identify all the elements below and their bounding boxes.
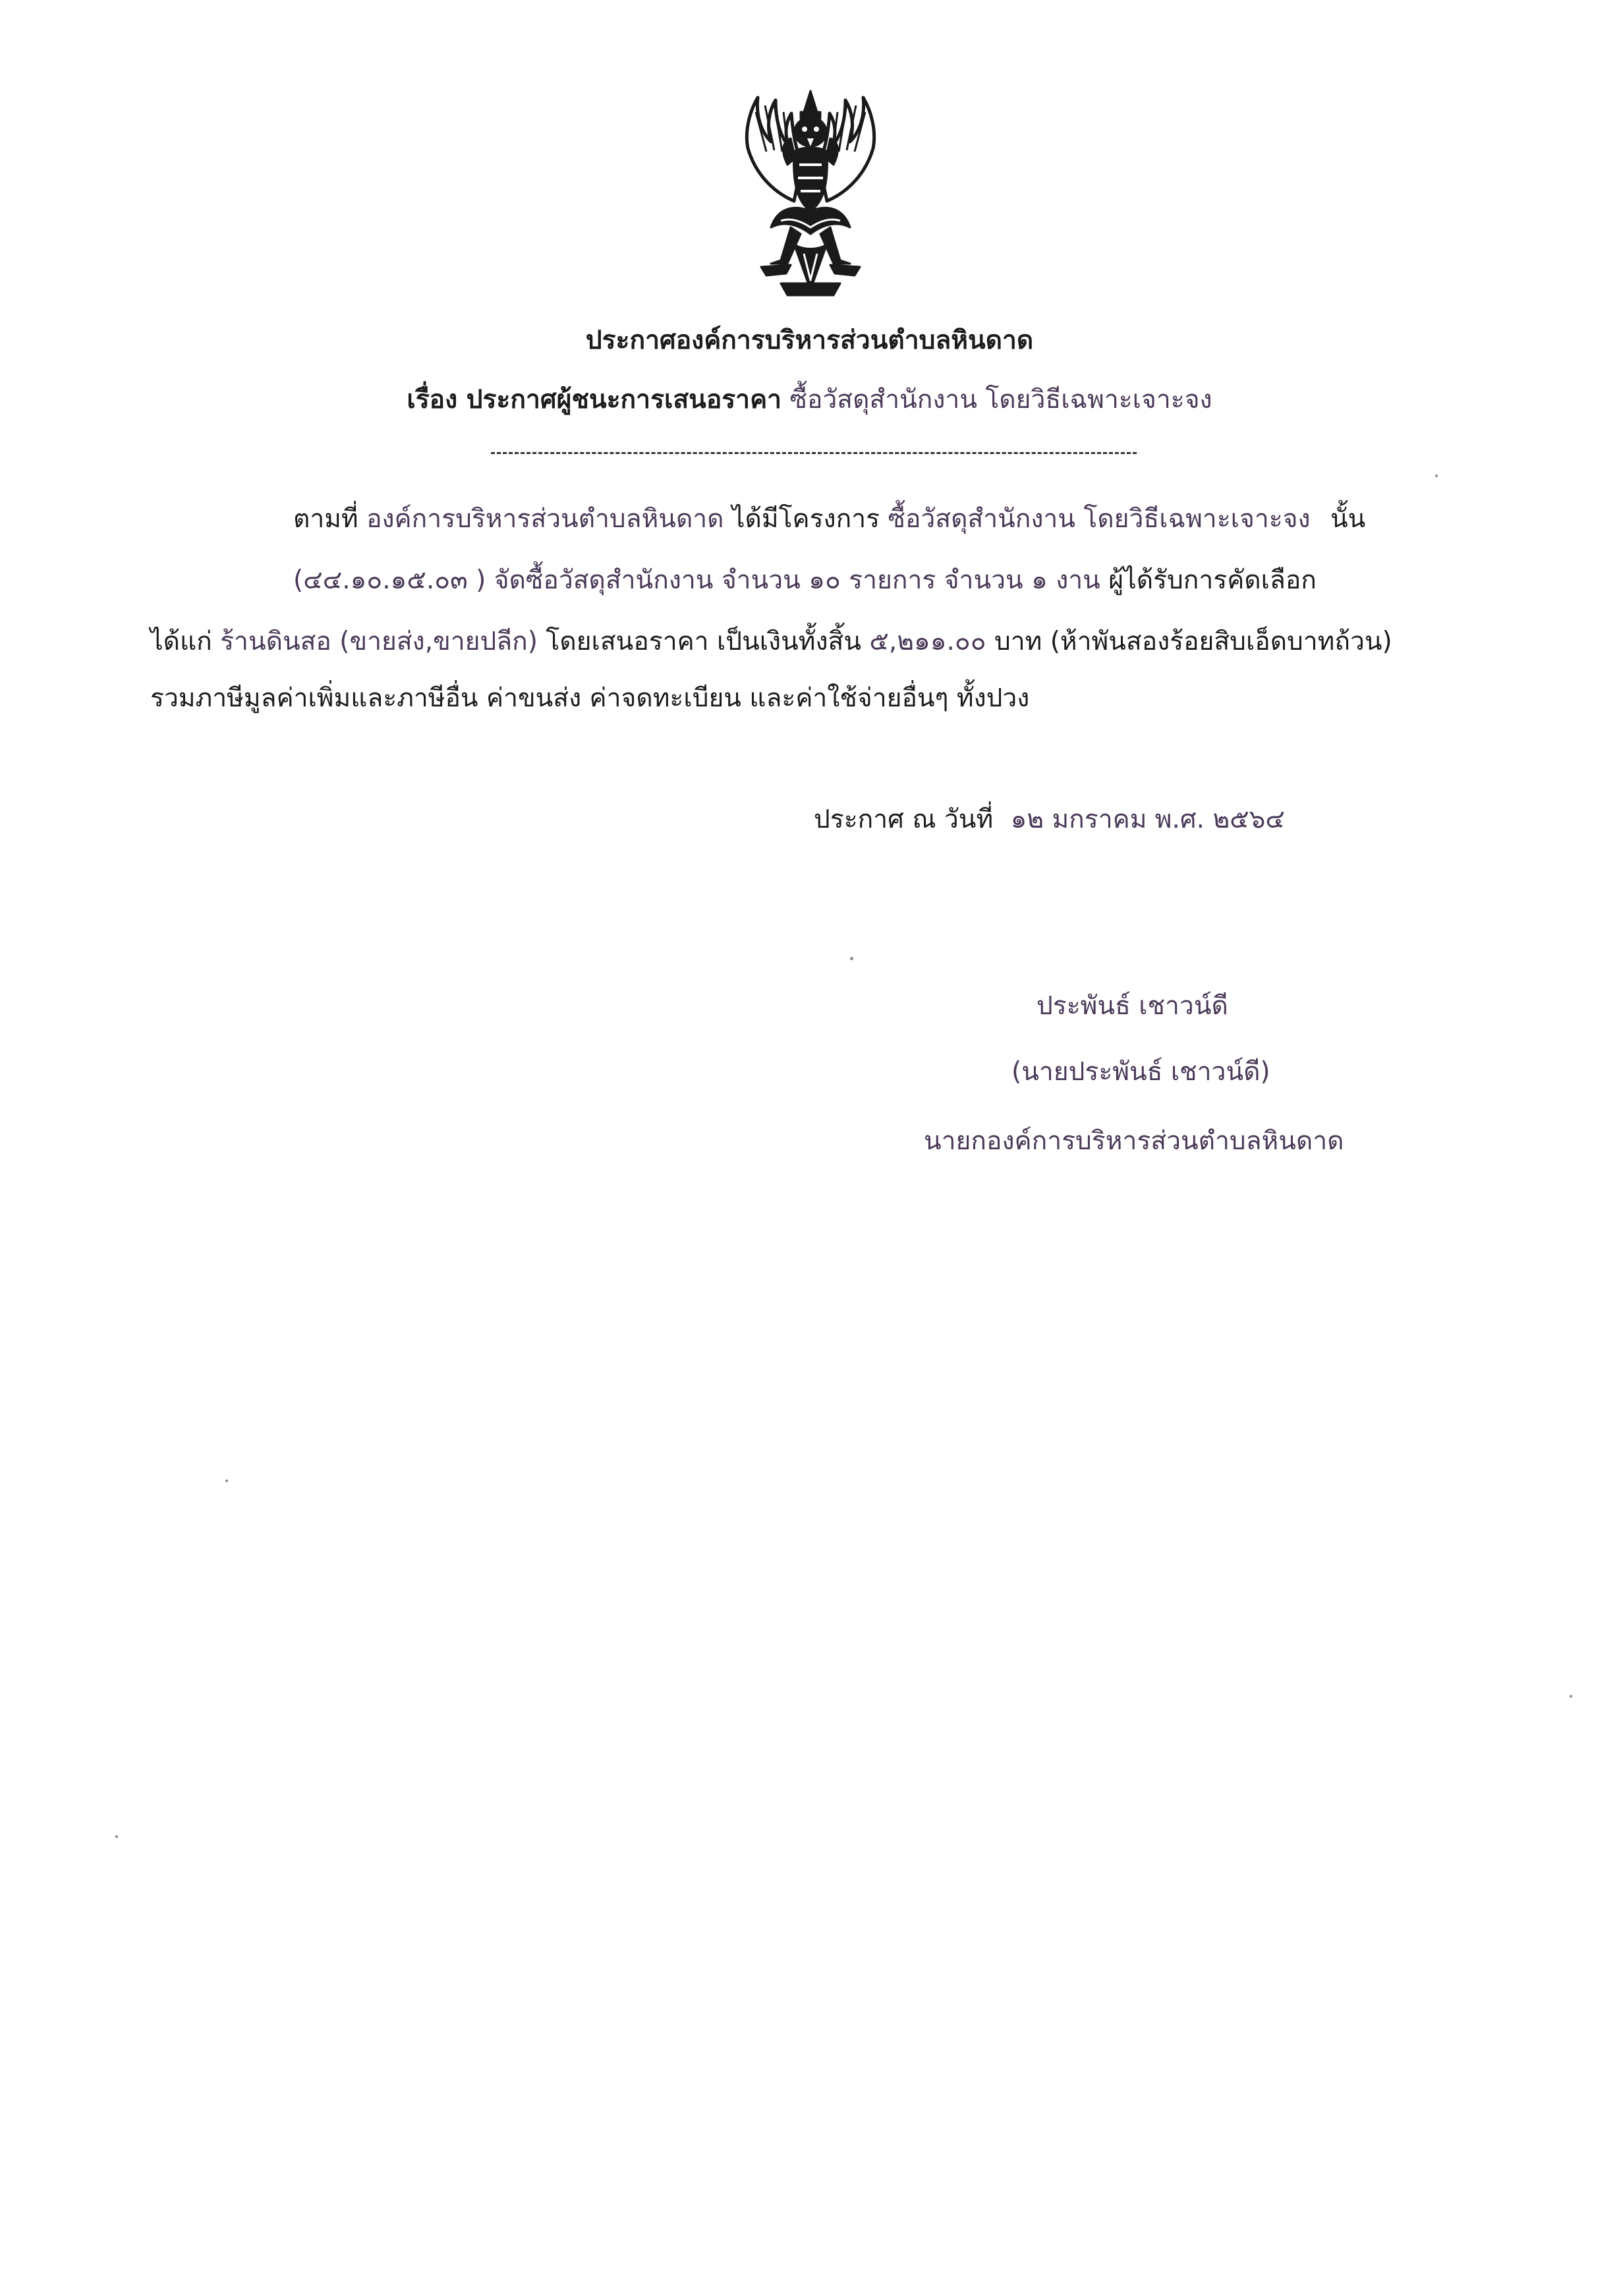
body-line-2 [293, 561, 1317, 600]
body-text: ได้มีโครงการ [731, 504, 880, 534]
announcement-subject [0, 380, 1619, 420]
subject-prefix: เรื่อง ประกาศผู้ชนะการเสนอราคา [407, 385, 782, 415]
signed-name-text: ประพันธ์ เชาวน์ดี [1037, 991, 1228, 1021]
title-text: ประกาศองค์การบริหารส่วนตำบลหินดาด [585, 326, 1034, 355]
garuda-emblem-icon [708, 86, 913, 303]
announcement-date [814, 800, 1285, 840]
body-text: รวมภาษีมูลค่าเพิ่มและภาษีอื่น ค่าขนส่ง ค่าจดทะเบียน และค่าใช้จ่ายอื่นๆ ทั้งปวง [150, 683, 1030, 713]
signature-printed-name [1011, 1052, 1270, 1092]
separator-line [491, 452, 1137, 454]
amount-in-words: บาท (ห้าพันสองร้อยสิบเอ็ดบาทถ้วน) [994, 627, 1392, 656]
body-text: ตามที่ [293, 504, 358, 534]
signature-position [924, 1122, 1344, 1161]
body-line-1 [293, 500, 1365, 539]
scan-speck [850, 957, 853, 960]
body-line-4 [150, 679, 1029, 718]
body-text: ได้แก่ [150, 627, 212, 656]
bid-amount: ๕,๒๑๑.๐๐ [869, 627, 986, 656]
organization-name: องค์การบริหารส่วนตำบลหินดาด [366, 504, 724, 534]
date-value: ๑๒ มกราคม พ.ศ. ๒๕๖๔ [1010, 805, 1285, 834]
scan-speck [1435, 474, 1438, 477]
printed-name-text: (นายประพันธ์ เชาวน์ดี) [1011, 1057, 1270, 1087]
scan-speck [115, 1835, 118, 1838]
position-text: นายกองค์การบริหารส่วนตำบลหินดาด [924, 1126, 1344, 1156]
winner-name: ร้านดินสอ (ขายส่ง,ขายปลีก) [220, 627, 538, 656]
subject-item: ซื้อวัสดุสำนักงาน โดยวิธีเฉพาะเจาะจง [789, 385, 1212, 415]
body-line-3 [150, 622, 1392, 662]
scan-speck [225, 1479, 228, 1482]
scan-speck [1570, 1695, 1572, 1698]
body-text: โดยเสนอราคา เป็นเงินทั้งสิ้น [546, 627, 861, 656]
procurement-detail: (๔๔.๑๐.๑๕.๐๓ ) จัดซื้อวัสดุสำนักงาน จำนวน ๑๐ รายการ จำนวน ๑ งาน [293, 565, 1100, 595]
project-name: ซื้อวัสดุสำนักงาน โดยวิธีเฉพาะเจาะจง [888, 504, 1311, 534]
body-text: นั้น [1330, 504, 1366, 534]
date-prefix: ประกาศ ณ วันที่ [814, 805, 994, 834]
signature-name [1037, 987, 1228, 1026]
body-text: ผู้ได้รับการคัดเลือก [1108, 565, 1317, 595]
announcement-title [0, 321, 1619, 360]
